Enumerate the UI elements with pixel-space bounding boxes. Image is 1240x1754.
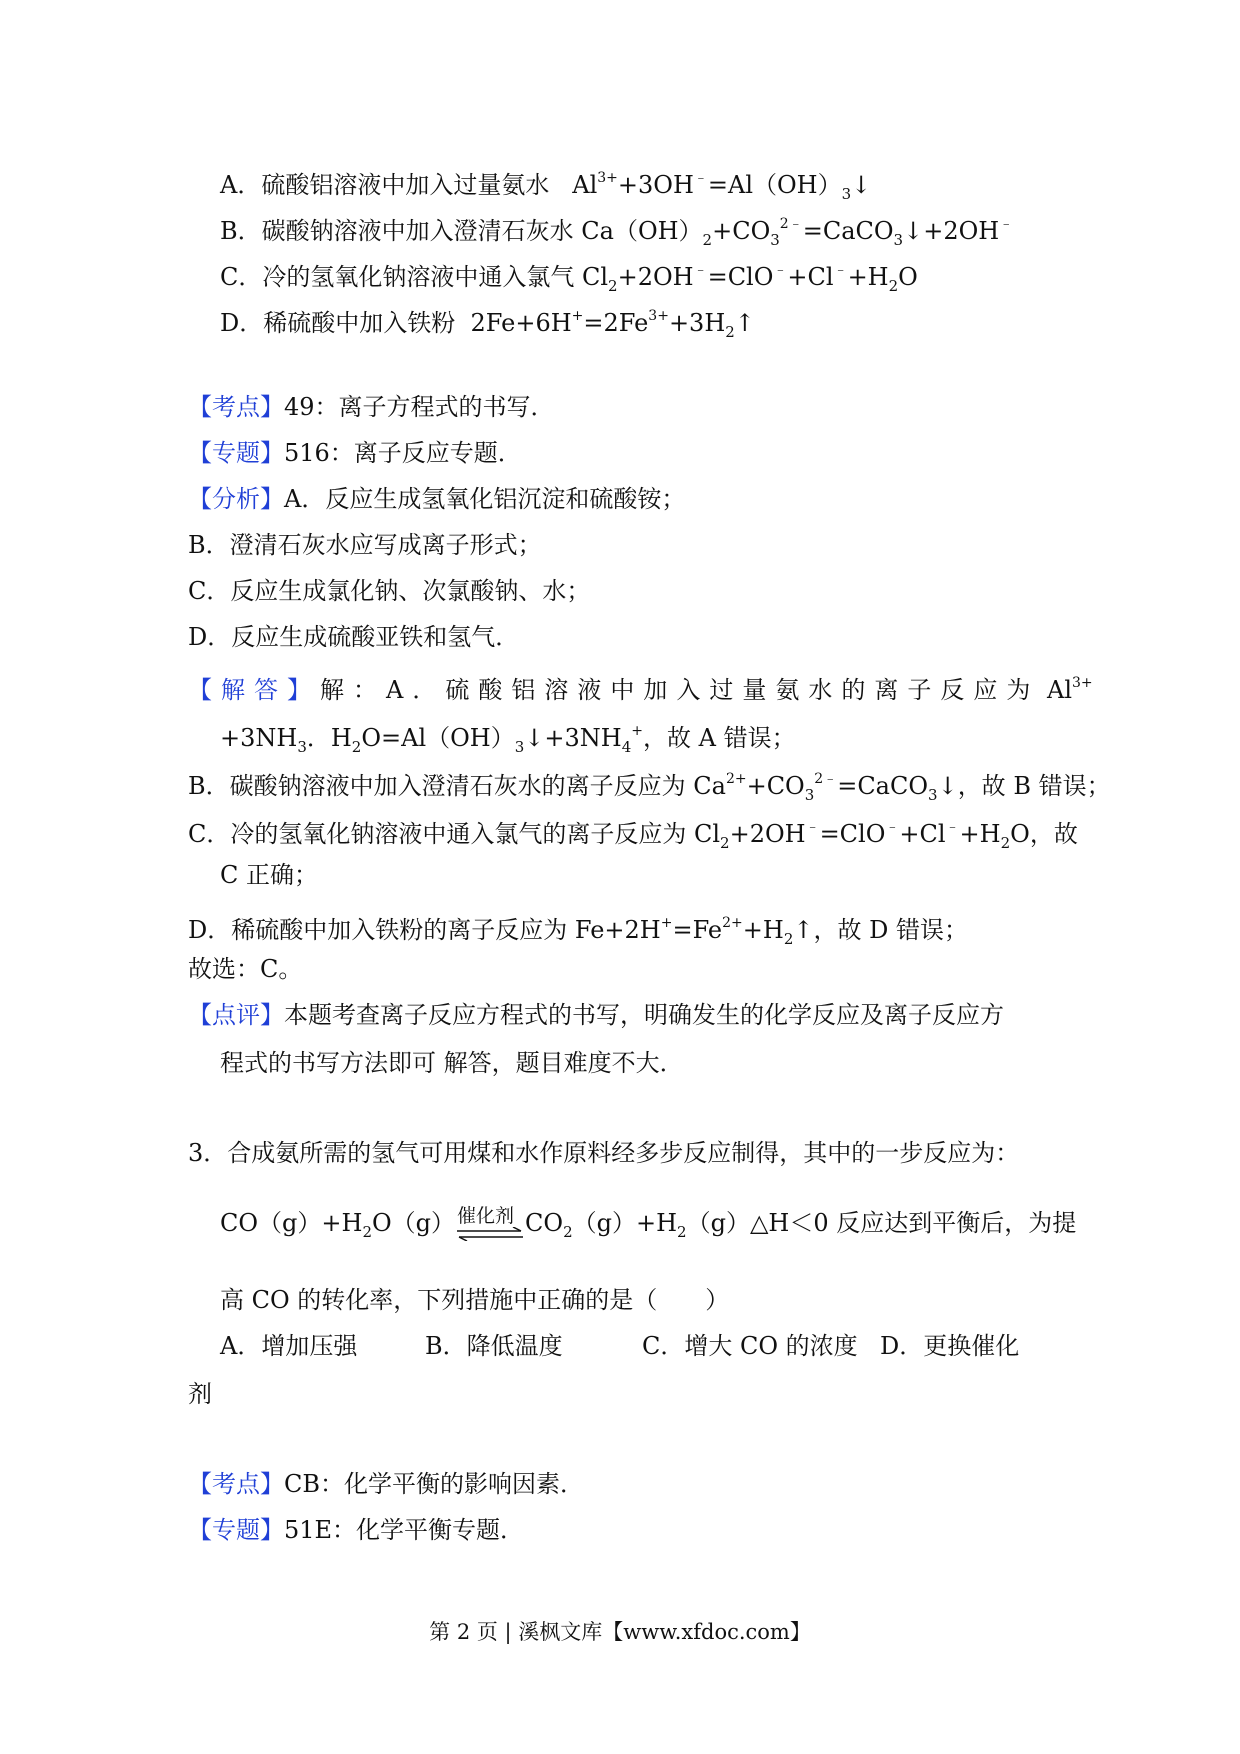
- equation-part: =ClO: [707, 263, 774, 291]
- dianping-tag: 【点评】: [188, 1001, 284, 1029]
- jieda-line-2: [220, 714, 796, 764]
- option-b: [220, 207, 1013, 257]
- zhuanti-tag: 【专题】: [188, 1516, 284, 1544]
- equation-part: CO（g）+H: [220, 1209, 363, 1237]
- equation-part: =Fe: [672, 916, 723, 944]
- equation-part: D．稀硫酸中加入铁粉的离子反应为 Fe+2H: [188, 916, 661, 944]
- fenxi-tag: 【分析】: [188, 485, 284, 513]
- subscript: 2: [677, 1223, 687, 1241]
- kaodian-line: [188, 390, 555, 424]
- subscript: 2: [783, 930, 794, 948]
- option-text: 碳酸钠溶液中加入澄清石灰水 Ca（OH）: [261, 217, 703, 245]
- superscript: ﹣: [805, 819, 820, 835]
- question-3-stem: 3．合成氨所需的氢气可用煤和水作原料经多步反应制得，其中的一步反应为：: [188, 1139, 1020, 1167]
- equation-part: =Al（OH）: [707, 171, 842, 199]
- equation-part: =CaCO: [802, 217, 894, 245]
- dianping-text: 本题考查离子反应方程式的书写，明确发生的化学反应及离子反应方: [284, 1001, 1004, 1029]
- superscript: 2﹣: [779, 216, 803, 232]
- equation-part: Al: [1046, 676, 1072, 704]
- equation-part: +H: [847, 263, 889, 291]
- superscript: +: [571, 308, 584, 324]
- dianping-line: [188, 998, 1004, 1032]
- superscript: ﹣: [945, 819, 960, 835]
- jieda-line-d: [188, 906, 968, 956]
- equation-part: ．H: [306, 724, 352, 752]
- answer-line: 故选：C。: [188, 955, 303, 983]
- equation-part: O（g）: [372, 1209, 456, 1237]
- superscript: 3+: [597, 170, 618, 186]
- subscript: 2: [702, 231, 713, 249]
- jieda-line-1: [188, 666, 1093, 707]
- superscript: +: [660, 915, 673, 931]
- zhuanti-line: [188, 436, 522, 470]
- superscript: ﹣: [833, 262, 848, 278]
- option-text: 冷的氢氧化钠溶液中通入氯气 Cl: [262, 263, 609, 291]
- equation-part: 2Fe+6H: [470, 309, 572, 337]
- equation-part: +CO: [712, 217, 771, 245]
- equation-part: ↑: [734, 309, 755, 337]
- equation-part: +3H: [668, 309, 726, 337]
- jieda-line-c: [188, 810, 1078, 860]
- equation-part: +H: [742, 916, 784, 944]
- equation-part: ，故 A 错误；: [643, 724, 796, 752]
- option-text: 稀硫酸中加入铁粉: [263, 309, 456, 337]
- q3-option-a: A．增加压强: [220, 1332, 358, 1360]
- superscript: ﹣: [693, 170, 708, 186]
- equation-part: ↓: [851, 171, 872, 199]
- equation-part: +2OH: [617, 263, 694, 291]
- superscript: +: [631, 723, 643, 739]
- option-text: 硫酸铝溶液中加入过量氨水: [261, 171, 550, 199]
- subscript: 3: [928, 786, 938, 804]
- subscript: 2: [608, 277, 618, 295]
- superscript: 2+: [722, 915, 743, 931]
- equation-part: O，故: [1010, 820, 1078, 848]
- option-c: [220, 253, 918, 303]
- subscript: 3: [297, 738, 307, 756]
- subscript: 2: [351, 738, 362, 756]
- subscript: 2: [362, 1223, 372, 1241]
- option-label: A．: [220, 171, 262, 199]
- equation-part: Al: [572, 171, 598, 199]
- q3-option-d-cont: 剂: [188, 1380, 212, 1408]
- subscript: 2: [725, 323, 735, 341]
- question-3-stem-cont: 高 CO 的转化率，下列措施中正确的是（ ）: [220, 1286, 730, 1314]
- subscript: 4: [621, 738, 632, 756]
- equilibrium-arrow-icon: [455, 1227, 525, 1241]
- equation-part: +H: [959, 820, 1001, 848]
- jieda-line-b: [188, 762, 1111, 812]
- kaodian-text: CB：化学平衡的影响因素．: [284, 1470, 584, 1498]
- superscript: ﹣: [999, 216, 1014, 232]
- equation-part: =CaCO: [837, 772, 929, 800]
- equation-part: ↑，故 D 错误；: [793, 916, 968, 944]
- subscript: 3: [514, 738, 525, 756]
- fenxi-line: [188, 482, 685, 516]
- equation-part: （g）+H: [572, 1209, 678, 1237]
- superscript: ﹣: [773, 262, 788, 278]
- catalyst-label: 催化剂: [457, 1205, 515, 1227]
- equation-part: （g）△H＜0 反应达到平衡后，为提: [686, 1209, 1077, 1237]
- equation-part: ↓，故 B 错误；: [937, 772, 1111, 800]
- equation-part: ↓+3NH: [524, 724, 622, 752]
- q3-option-d: D．更换催化: [880, 1332, 1020, 1360]
- superscript: ﹣: [885, 819, 900, 835]
- equation-part: B．碳酸钠溶液中加入澄清石灰水的离子反应为 Ca: [188, 772, 726, 800]
- subscript: 2: [563, 1223, 573, 1241]
- superscript: 2﹣: [814, 771, 838, 787]
- kaodian-text: 49：离子方程式的书写．: [284, 393, 555, 421]
- equation-part: =ClO: [819, 820, 886, 848]
- fenxi-text: A．反应生成氢氧化铝沉淀和硫酸铵；: [284, 485, 686, 513]
- subscript: 2: [1000, 834, 1011, 852]
- equation-part: CO: [525, 1209, 564, 1237]
- dianping-cont: 程式的书写方法即可 解答，题目难度不大．: [220, 1049, 684, 1077]
- equation-part: +Cl: [787, 263, 834, 291]
- equation-part: +Cl: [899, 820, 946, 848]
- equation-part: O: [898, 263, 918, 291]
- equation-part: +CO: [746, 772, 805, 800]
- page-footer: 第 2 页 | 溪枫文库【www.xfdoc.com】: [429, 1620, 811, 1644]
- equation-part: +3NH: [220, 724, 298, 752]
- equation-part: ↓+2OH: [903, 217, 1000, 245]
- option-label: D．: [220, 309, 264, 337]
- fenxi-c: C．反应生成氯化钠、次氯酸钠、水；: [188, 577, 591, 605]
- jieda-line-c-cont: C 正确；: [220, 861, 318, 889]
- subscript: 3: [804, 786, 815, 804]
- option-d: [220, 299, 755, 349]
- equation-part: O=Al（OH）: [361, 724, 515, 752]
- zhuanti-tag: 【专题】: [188, 439, 284, 467]
- kaodian-tag: 【考点】: [188, 393, 284, 421]
- equation-part: C．冷的氢氧化钠溶液中通入氯气的离子反应为 Cl: [188, 820, 721, 848]
- fenxi-b: B．澄清石灰水应写成离子形式；: [188, 531, 542, 559]
- option-a: [220, 161, 871, 211]
- subscript: 3: [893, 231, 904, 249]
- superscript: ﹣: [693, 262, 708, 278]
- superscript: 2+: [725, 771, 747, 787]
- q3-option-c: C．增大 CO 的浓度: [642, 1332, 858, 1360]
- q3-kaodian-line: [188, 1467, 584, 1501]
- subscript: 3: [770, 231, 780, 249]
- superscript: 3+: [1072, 675, 1093, 691]
- equation-part: +2OH: [729, 820, 806, 848]
- question-3-equation: [220, 1206, 1076, 1249]
- option-label: C．: [220, 263, 263, 291]
- kaodian-tag: 【考点】: [188, 1470, 284, 1498]
- q3-zhuanti-line: [188, 1513, 524, 1547]
- jieda-text: 解：A．硫酸铝溶液中加入过量氨水的离子反应为: [320, 676, 1040, 704]
- q3-option-b: B．降低温度: [425, 1332, 563, 1360]
- subscript: 2: [888, 277, 899, 295]
- zhuanti-text: 51E：化学平衡专题．: [284, 1516, 525, 1544]
- jieda-tag: 【解答】: [188, 676, 320, 704]
- fenxi-d: D．反应生成硫酸亚铁和氢气．: [188, 623, 520, 651]
- subscript: 3: [841, 185, 852, 203]
- equilibrium-arrow: [455, 1206, 525, 1240]
- option-label: B．: [220, 217, 262, 245]
- superscript: 3+: [648, 308, 669, 324]
- equation-part: +3OH: [617, 171, 694, 199]
- subscript: 2: [720, 834, 730, 852]
- zhuanti-text: 516：离子反应专题．: [284, 439, 522, 467]
- equation-part: =2Fe: [583, 309, 649, 337]
